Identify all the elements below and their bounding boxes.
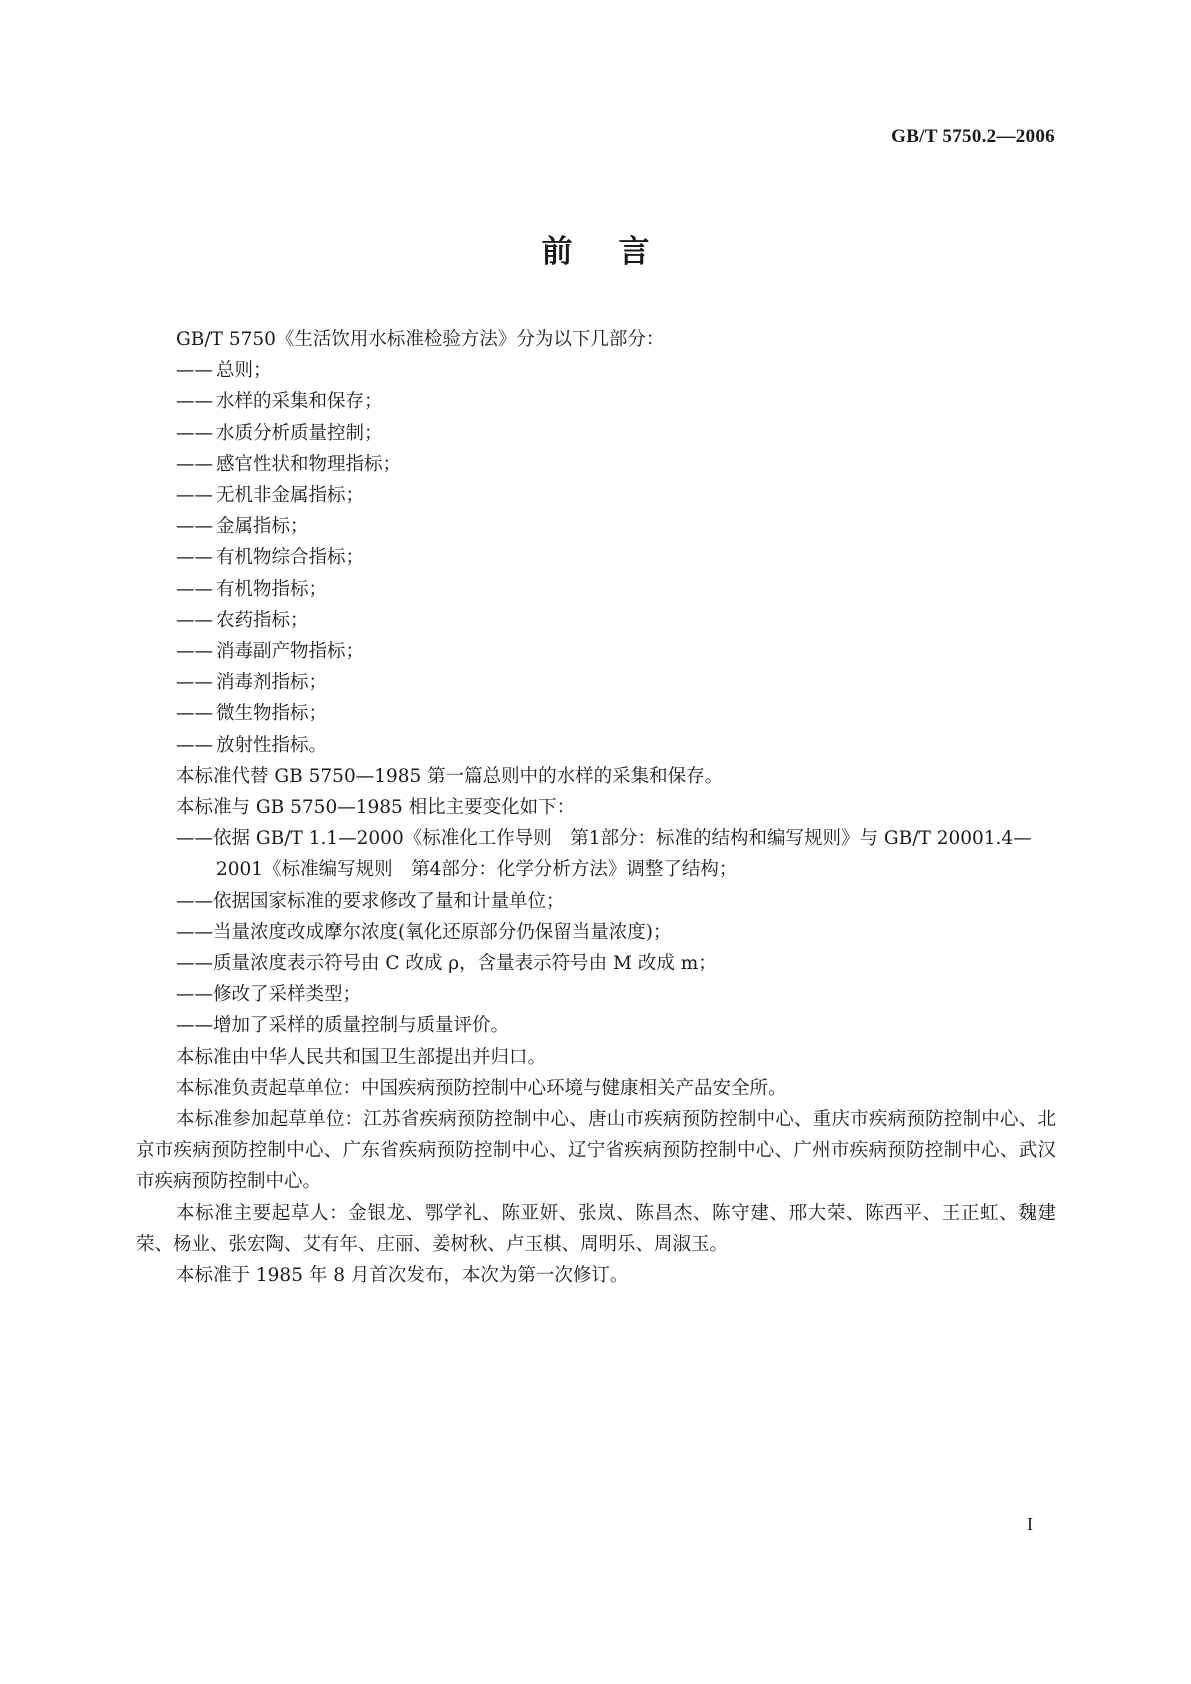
list-item: —— 有机物综合指标； xyxy=(176,547,365,569)
list-item: ——依据国家标准的要求修改了量和计量单位； xyxy=(176,890,565,912)
list-item: —— 水质分析质量控制； xyxy=(176,422,383,444)
participating-units-paragraph: 本标准参加起草单位：江苏省疾病预防控制中心、唐山市疾病预防控制中心、重庆市疾病预防控制中心、北京市疾病预防控制中心、广东省疾病预防控制中心、辽宁省疾病预防控制中心、广州市疾病预防控制中心、武汉市疾病预防控制中心。 xyxy=(136,1109,1056,1193)
replace-paragraph: 本标准代替 GB 5750—1985 第一篇总则中的水样的采集和保存。 xyxy=(176,765,724,787)
history-paragraph: 本标准于 1985 年 8 月首次发布，本次为第一次修订。 xyxy=(176,1265,629,1287)
intro-paragraph: GB/T 5750《生活饮用水标准检验方法》分为以下几部分： xyxy=(176,329,665,350)
list-item: —— 消毒剂指标； xyxy=(176,672,328,694)
list-item: —— 放射性指标。 xyxy=(176,734,328,756)
list-item: —— 微生物指标； xyxy=(176,703,328,725)
list-item: ——质量浓度表示符号由 C 改成 ρ，含量表示符号由 M 改成 m； xyxy=(176,953,717,975)
responsible-unit-paragraph: 本标准负责起草单位：中国疾病预防控制中心环境与健康相关产品安全所。 xyxy=(176,1077,787,1099)
parts-list xyxy=(136,355,1056,761)
list-item: —— 无机非金属指标； xyxy=(176,485,365,507)
list-item: ——增加了采样的质量控制与质量评价。 xyxy=(176,1015,510,1037)
page-title: 前言 xyxy=(541,234,696,270)
changes-list xyxy=(136,823,1056,1041)
drafters-paragraph: 本标准主要起草人：金银龙、鄂学礼、陈亚妍、张岚、陈昌杰、陈守建、邢大荣、陈西平、王正虹、魏建荣、杨业、张宏陶、艾有年、庄丽、姜树秋、卢玉棋、周明乐、周淑玉。 xyxy=(136,1202,1056,1255)
list-item: —— 金属指标； xyxy=(176,516,309,538)
page-number: I xyxy=(1027,1514,1033,1534)
list-item: ——依据 GB/T 1.1—2000《标准化工作导则 第1部分：标准的结构和编写规则》与 GB/T 20001.4—2001《标准编写规则 第4部分：化学分析方法》调整了结构； xyxy=(176,828,1032,881)
list-item: —— 农药指标； xyxy=(176,609,309,631)
standard-code: GB/T 5750.2—2006 xyxy=(891,126,1055,147)
list-item: —— 感官性状和物理指标； xyxy=(176,453,402,475)
list-item: —— 总则； xyxy=(176,360,272,382)
proposed-by-paragraph: 本标准由中华人民共和国卫生部提出并归口。 xyxy=(176,1046,547,1068)
changes-intro: 本标准与 GB 5750—1985 相比主要变化如下： xyxy=(176,797,576,819)
list-item: ——修改了采样类型； xyxy=(176,984,362,1006)
list-item: ——当量浓度改成摩尔浓度(氧化还原部分仍保留当量浓度)； xyxy=(176,921,672,943)
list-item: —— 水样的采集和保存； xyxy=(176,391,383,413)
foreword-body xyxy=(136,324,1056,1291)
list-item: —— 有机物指标； xyxy=(176,578,328,600)
list-item: —— 消毒副产物指标； xyxy=(176,641,365,663)
